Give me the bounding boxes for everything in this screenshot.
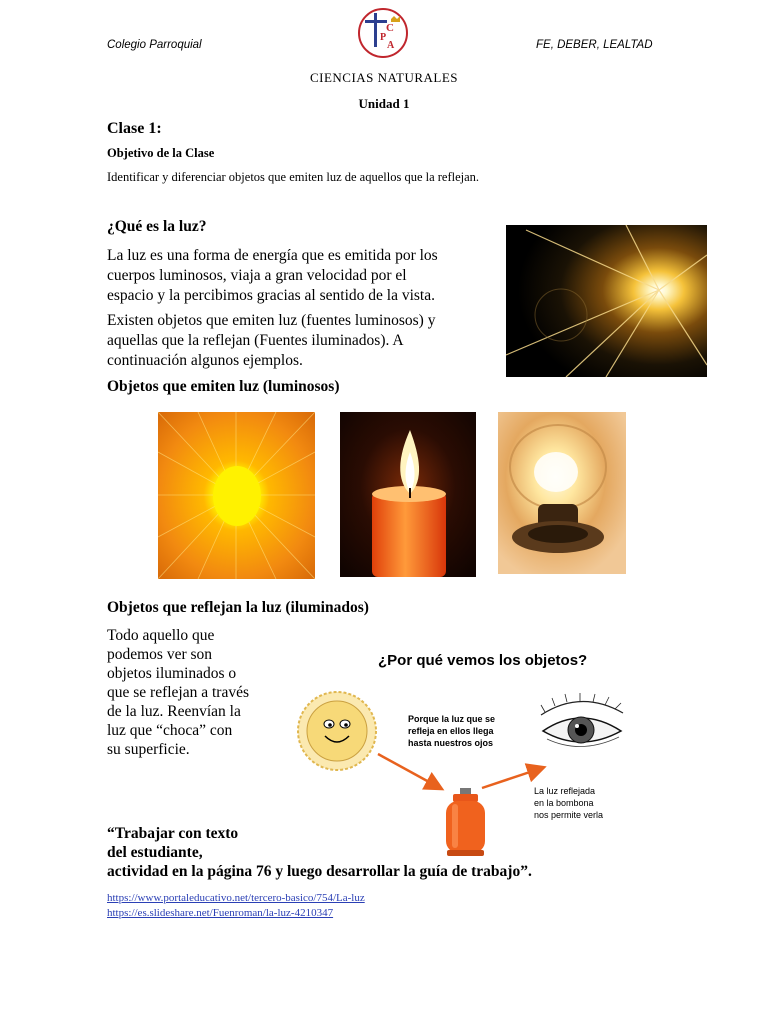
school-motto: FE, DEBER, LEALTAD: [536, 39, 653, 51]
eye-icon: [535, 693, 627, 755]
sun-star-image: [158, 412, 315, 579]
diagram-note-reflection: Porque la luz que se refleja en ellos llega hasta nuestros ojos: [408, 714, 496, 748]
light-bulb-image: [498, 412, 626, 574]
svg-text:A: A: [387, 40, 395, 51]
school-logo: [357, 7, 409, 59]
diagram-title: ¿Por qué vemos los objetos?: [378, 652, 588, 669]
task-instructions: “Trabajar con texto del estudiante, actividad en la página 76 y luego desarrollar la guía de trabajo”.: [107, 825, 532, 880]
subject-title: CIENCIAS NATURALES: [309, 70, 459, 85]
link-portaleducativo[interactable]: https://www.portaleducativo.net/tercero-basico/754/La-luz: [107, 892, 365, 904]
candle-image: [340, 412, 476, 577]
section-heading-reflect: Objetos que reflejan la luz (iluminados): [107, 599, 369, 616]
class-title: Clase 1:: [107, 120, 162, 137]
unit-title: Unidad 1: [358, 96, 410, 111]
svg-text:C: C: [386, 22, 394, 34]
section-heading-emit: Objetos que emiten luz (luminosos): [107, 378, 340, 395]
reflect-paragraph: Todo aquello que podemos ver son objetos iluminados o que se reflejan a través de la luz. Reenvían la luz que “choca” con su superficie.: [107, 627, 250, 758]
smiling-sun-icon: [296, 690, 378, 772]
section-heading-light: ¿Qué es la luz?: [107, 218, 207, 235]
objective-heading: Objetivo de la Clase: [107, 146, 215, 160]
sun-photo: [506, 225, 707, 377]
school-name: Colegio Parroquial: [107, 39, 202, 51]
light-sources-paragraph: Existen objetos que emiten luz (fuentes luminosos) y aquellas que la reflejan (Fuentes iluminados). A continuación algunos ejemplos.: [107, 312, 436, 369]
light-definition: La luz es una forma de energía que es emitida por los cuerpos luminosos, viaja a gran velocidad por el espacio y la percibimos gracias al sentido de la vista.: [107, 247, 438, 304]
link-slideshare[interactable]: https://es.slideshare.net/Fuenroman/la-luz-4210347: [107, 907, 334, 919]
svg-text:P: P: [380, 32, 387, 43]
objective-text: Identificar y diferenciar objetos que emiten luz de aquellos que la reflejan.: [107, 170, 480, 184]
diagram-note-cylinder: La luz reflejada en la bombona nos permite verla: [534, 786, 604, 820]
